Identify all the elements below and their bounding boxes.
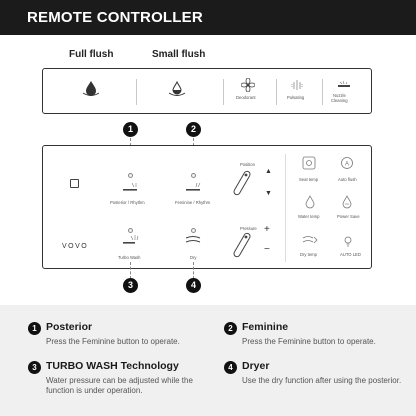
feature-title: Dryer: [242, 360, 270, 372]
seat-temp-label: Seat temp: [299, 177, 319, 182]
feature-number: 2: [224, 322, 237, 335]
deodorant-label: Deodorant: [236, 95, 256, 100]
posterior-indicator: [128, 173, 133, 178]
feature-number: 1: [28, 322, 41, 335]
nozzle-cleaning-icon[interactable]: [337, 80, 351, 92]
checkbox[interactable]: [70, 179, 79, 188]
turbo-wash-label: Turbo Wash: [118, 255, 141, 260]
turbo-wash-indicator: [128, 228, 133, 233]
svg-text:A: A: [344, 161, 350, 168]
divider: [322, 79, 323, 105]
divider: [223, 79, 224, 105]
feature-turbo-wash: [28, 361, 208, 406]
badge-4: 4: [186, 278, 201, 293]
pressure-label: Pressure: [240, 226, 257, 231]
feminine-indicator: [191, 173, 196, 178]
pressure-minus[interactable]: −: [264, 244, 270, 255]
auto-flush-label: Auto flush: [338, 177, 357, 182]
water-temp-icon[interactable]: [304, 195, 316, 209]
feature-description: Water pressure can be adjusted while the function is under operation.: [46, 376, 193, 395]
badge-2: 2: [186, 122, 201, 137]
position-label: Position: [240, 162, 255, 167]
nozzle-cleaning-label-1: Nozzle: [333, 93, 346, 98]
posterior-label: Posterior / Rhythm: [110, 200, 145, 205]
posterior-icon[interactable]: [121, 181, 139, 193]
turbo-wash-icon[interactable]: [121, 234, 139, 246]
dry-indicator: [191, 228, 196, 233]
pressure-wand-icon[interactable]: [231, 230, 255, 260]
feature-number: 3: [28, 361, 41, 374]
header-bar: [0, 0, 416, 35]
feminine-label: Feminine / Rhythm: [175, 200, 211, 205]
pulsating-icon[interactable]: [290, 78, 304, 92]
divider: [285, 154, 286, 262]
deodorant-icon[interactable]: [241, 78, 255, 92]
feature-dryer: [224, 361, 409, 406]
auto-led-label: AUTO LED: [340, 252, 361, 257]
badge-1: 1: [123, 122, 138, 137]
features-section: [0, 305, 416, 416]
full-flush-icon[interactable]: [82, 80, 100, 100]
dry-icon[interactable]: [184, 234, 202, 246]
position-up-arrow[interactable]: ▲: [265, 168, 272, 175]
feature-number: 4: [224, 361, 237, 374]
auto-led-icon[interactable]: [342, 234, 354, 248]
leader-line: [193, 262, 194, 279]
dry-label: Dry: [190, 255, 197, 260]
dry-temp-icon[interactable]: [302, 234, 318, 246]
brand-logo: VOVO: [62, 243, 89, 250]
feature-posterior: [28, 322, 208, 357]
power-save-label: Power Save: [337, 214, 360, 219]
divider: [276, 79, 277, 105]
dry-temp-label: Dry temp: [300, 252, 317, 257]
controller-panel: [42, 145, 372, 269]
seat-temp-icon[interactable]: [302, 156, 316, 170]
position-down-arrow[interactable]: ▼: [265, 190, 272, 197]
auto-flush-icon[interactable]: [340, 156, 354, 170]
water-temp-label: Water temp: [298, 214, 320, 219]
position-wand-icon[interactable]: [231, 168, 255, 198]
power-save-icon[interactable]: [341, 195, 353, 209]
feminine-icon[interactable]: [184, 181, 202, 193]
feature-title: Feminine: [242, 321, 289, 333]
leader-line: [130, 262, 131, 279]
feature-title: Posterior: [46, 321, 93, 333]
feature-title: TURBO WASH Technology: [46, 360, 179, 372]
page-title: REMOTE CONTROLLER: [27, 9, 203, 26]
divider: [136, 79, 137, 105]
pressure-plus[interactable]: +: [264, 224, 270, 235]
small-flush-icon[interactable]: [168, 80, 186, 100]
feature-description: Use the dry function after using the posterior.: [242, 376, 402, 385]
full-flush-label: Full flush: [69, 49, 114, 60]
feature-description: Press the Feminine button to operate.: [46, 337, 180, 346]
badge-3: 3: [123, 278, 138, 293]
feature-feminine: [224, 322, 409, 357]
nozzle-cleaning-label-2: Cleaning: [331, 98, 348, 103]
feature-description: Press the Feminine button to operate.: [242, 337, 376, 346]
small-flush-label: Small flush: [152, 49, 206, 60]
pulsating-label: Pulsating: [287, 95, 305, 100]
